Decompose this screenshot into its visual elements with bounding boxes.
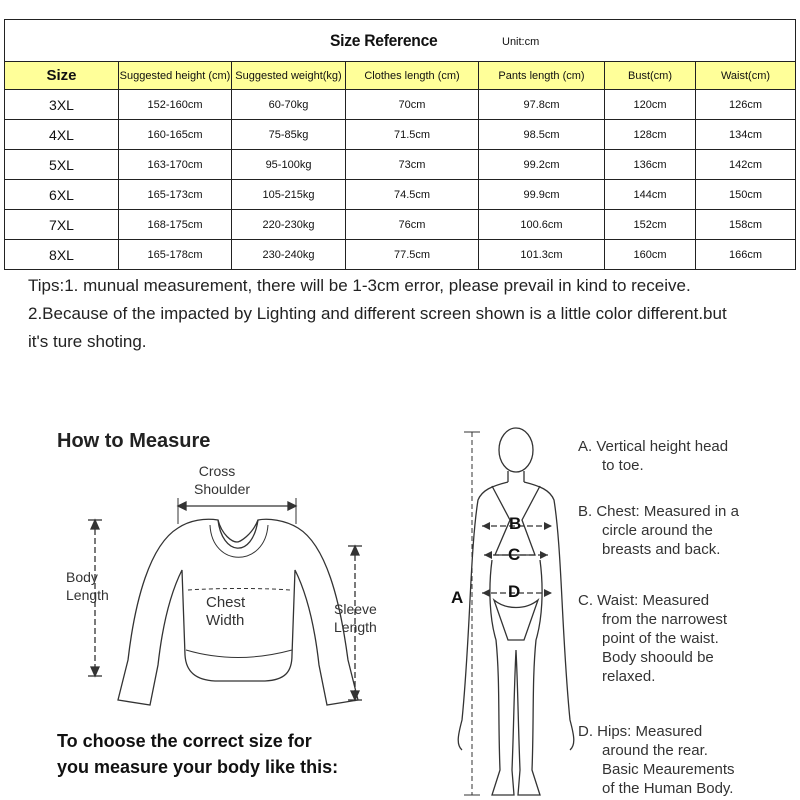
table-cell: 60-70kg (232, 90, 346, 120)
note-c (578, 591, 727, 686)
table-cell: 150cm (696, 180, 796, 210)
note-line: B. Chest: Measured in a (578, 503, 739, 520)
table-cell: 100.6cm (479, 210, 605, 240)
label-line: Width (206, 612, 245, 629)
body-length-label (66, 568, 109, 604)
label-line: Length (66, 587, 109, 603)
table-cell: 99.9cm (479, 180, 605, 210)
label-line: Length (334, 619, 377, 635)
table-cell: 144cm (605, 180, 696, 210)
size-cell: 5XL (5, 150, 119, 180)
table-cell: 220-230kg (232, 210, 346, 240)
table-cell: 142cm (696, 150, 796, 180)
table-cell: 165-173cm (119, 180, 232, 210)
table-cell: 168-175cm (119, 210, 232, 240)
size-cell: 8XL (5, 240, 119, 270)
size-cell: 3XL (5, 90, 119, 120)
table-cell: 165-178cm (119, 240, 232, 270)
table-title: Size Reference (330, 31, 438, 50)
note-line: around the rear. (602, 742, 708, 759)
header-bust: Bust(cm) (605, 62, 696, 90)
table-cell: 152-160cm (119, 90, 232, 120)
table-cell: 70cm (346, 90, 479, 120)
note-line: A. Vertical height head (578, 438, 729, 455)
letter-d: D (508, 582, 521, 601)
table-cell: 98.5cm (479, 120, 605, 150)
choose-size-text (57, 728, 338, 780)
note-b (578, 502, 739, 559)
table-cell: 97.8cm (479, 90, 605, 120)
table-cell: 99.2cm (479, 150, 605, 180)
size-cell: 6XL (5, 180, 119, 210)
table-cell: 166cm (696, 240, 796, 270)
letter-a: A (451, 588, 464, 607)
table-cell: 71.5cm (346, 120, 479, 150)
header-clothes-length: Clothes length (cm) (346, 62, 479, 90)
table-cell: 101.3cm (479, 240, 605, 270)
header-waist: Waist(cm) (696, 62, 796, 90)
how-to-measure-title: How to Measure (57, 430, 211, 452)
header-size: Size (5, 62, 119, 90)
table-cell: 76cm (346, 210, 479, 240)
note-line: from the narrowest (602, 611, 728, 628)
table-cell: 230-240kg (232, 240, 346, 270)
table-cell: 126cm (696, 90, 796, 120)
label-line: Sleeve (334, 601, 377, 617)
table-cell: 128cm (605, 120, 696, 150)
tip-line: Tips:1. munual measurement, there will be 1-3cm error, please prevail in kind to receive. (28, 276, 691, 295)
table-cell: 136cm (605, 150, 696, 180)
chest-width-label (206, 594, 245, 630)
cross-shoulder-label-2 (194, 480, 250, 498)
table-cell: 73cm (346, 150, 479, 180)
table-cell: 75-85kg (232, 120, 346, 150)
label-line: Shoulder (194, 481, 251, 497)
table-unit: Unit:cm (502, 36, 540, 48)
size-cell: 4XL (5, 120, 119, 150)
note-line: breasts and back. (602, 541, 721, 558)
header-weight: Suggested weight(kg) (232, 62, 346, 90)
note-d (578, 722, 735, 798)
letter-c: C (508, 545, 521, 564)
cross-shoulder-label (195, 462, 239, 480)
label-line: Cross (198, 463, 236, 479)
size-cell: 7XL (5, 210, 119, 240)
table-cell: 160-165cm (119, 120, 232, 150)
choose-line: you measure your body like this: (57, 757, 339, 777)
note-line: to toe. (602, 457, 644, 474)
tip-line: 2.Because of the impacted by Lighting and different screen shown is a little color different.but (28, 304, 727, 323)
choose-line: To choose the correct size for (57, 731, 312, 751)
sleeve-length-label (334, 600, 377, 636)
table-cell: 74.5cm (346, 180, 479, 210)
label-line: Body (66, 569, 98, 585)
table-cell: 95-100kg (232, 150, 346, 180)
note-a (578, 437, 728, 475)
label-line: Chest (206, 594, 246, 611)
table-cell: 120cm (605, 90, 696, 120)
note-line: relaxed. (602, 668, 656, 685)
note-line: circle around the (602, 522, 713, 539)
note-line: Basic Meaurements (602, 761, 735, 778)
note-line: point of the waist. (602, 630, 719, 647)
note-line: C. Waist: Measured (578, 592, 710, 609)
tip-line: it's ture shoting. (28, 332, 147, 351)
header-height: Suggested height (cm) (119, 62, 232, 90)
table-cell: 158cm (696, 210, 796, 240)
table-cell: 163-170cm (119, 150, 232, 180)
note-line: D. Hips: Measured (578, 723, 703, 740)
header-pants-length: Pants length (cm) (479, 62, 605, 90)
note-line: of the Human Body. (602, 780, 734, 797)
table-cell: 160cm (605, 240, 696, 270)
table-cell: 152cm (605, 210, 696, 240)
letter-b: B (509, 514, 522, 533)
table-cell: 105-215kg (232, 180, 346, 210)
human-body-icon (458, 428, 574, 795)
note-line: Body shoould be (602, 649, 714, 666)
table-cell: 77.5cm (346, 240, 479, 270)
table-cell: 134cm (696, 120, 796, 150)
